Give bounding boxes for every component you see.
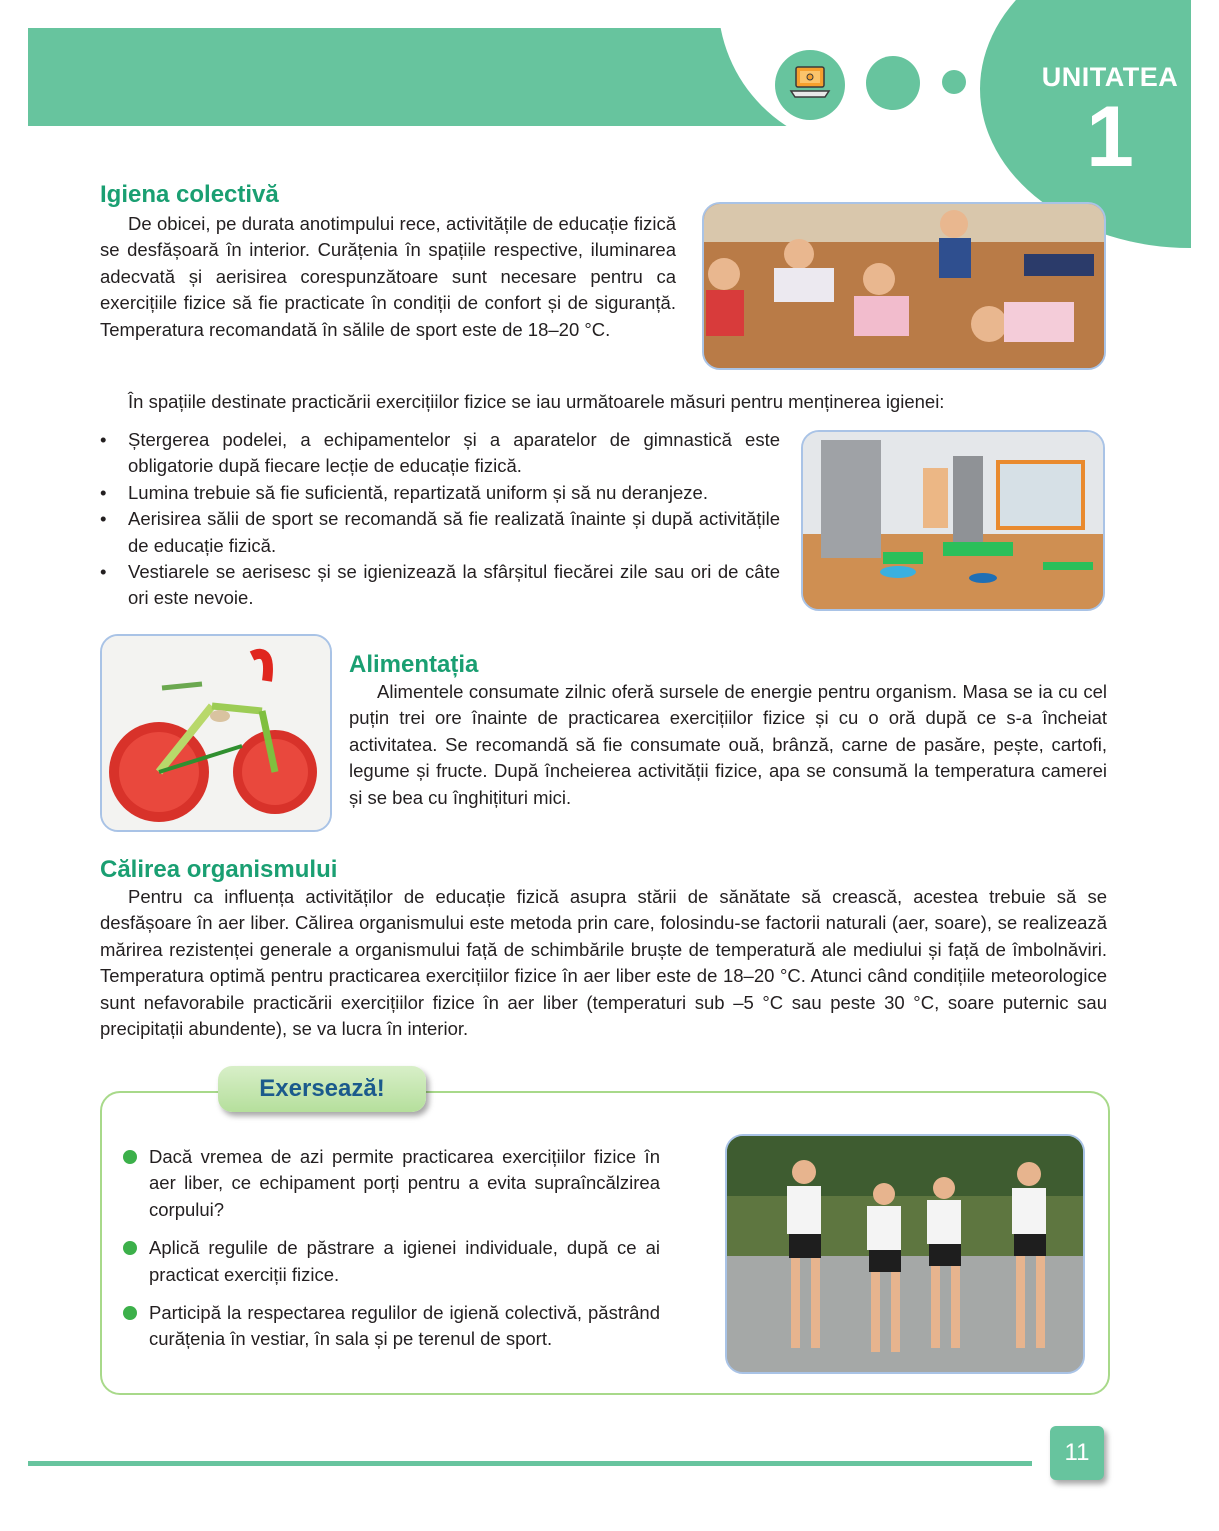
exercise-list (120, 1144, 660, 1365)
bullet-dot-icon (123, 1150, 137, 1164)
bullet-dot-icon (123, 1241, 137, 1255)
hygiene-measures-list (100, 427, 780, 612)
photo-gym-hall (801, 430, 1105, 611)
bullet-dot-icon (123, 1306, 137, 1320)
exercise-tab (218, 1066, 426, 1112)
decorative-dot (942, 70, 966, 94)
photo-vegetable-bicycle (100, 634, 332, 832)
photo-children-stretching (702, 202, 1106, 370)
exercise-item-text: Dacă vremea de azi permite practicarea exercițiilor fizice în aer liber, ce echipament porți pentru a evita supraîncălzirea corpului? (149, 1146, 660, 1220)
measures-intro: În spațiile destinate practicării exercițiilor fizice se iau următoarele măsuri pentru menținerea igienei: (128, 391, 945, 412)
unit-label: UNITATEA (1041, 62, 1179, 92)
page-number-box (1050, 1426, 1104, 1480)
section-title-igiena: Igiena colectivă (100, 181, 279, 208)
unit-number: 1 (1086, 89, 1134, 185)
exercise-item (120, 1300, 660, 1353)
exercise-item-text: Aplică regulile de păstrare a igienei individuale, după ce ai practicat exerciții fizice. (149, 1237, 660, 1285)
list-item: • Lumina trebuie să fie suficientă, repartizată uniform și să nu deranjeze. (100, 480, 780, 506)
exercise-item (120, 1144, 660, 1223)
photo-girls-exercising (725, 1134, 1085, 1374)
decorative-dot (866, 56, 920, 110)
section-title-alimentatia: Alimentația (349, 651, 479, 678)
paragraph-calirea: Pentru ca influența activităților de educație fizică asupra stării de sănătate să crească, acestea trebuie să se desfășoare în aer liber. Călirea organismului este metoda prin care, folosindu-se factorii naturali (aer, soare), se realizează mărirea rezistenței generale a organismului față de schimbările bruște de temperatură ale mediului și față de îmbolnăviri. Temperatura optimă pentru practicarea exercițiilor fizice în aer liber este de 18–20 °C. Atunci când condițiile meteorologice sunt nefavorabile practicării exercițiilor fizice în aer liber (temperaturi sub –5 °C sau peste 30 °C, soare puternic sau precipitații abundente), se va lucra în interior. (100, 886, 1107, 1040)
page-margin (1191, 0, 1219, 260)
list-item: • Aerisirea sălii de sport se recomandă să fie realizată înainte și după activitățile de educație fizică. (100, 506, 780, 559)
exercise-item (120, 1235, 660, 1288)
exercise-tab-label: Exersează! (259, 1075, 385, 1102)
paragraph-alimentatia: Alimentele consumate zilnic oferă sursele de energie pentru organism. Masa se ia cu cel puțin trei ore înainte de practicarea exercițiilor fizice și cu o oră după ce s-a încheiat activitatea. Se recomandă să fie consumate ouă, brânză, carne de pasăre, pește, cartofi, legume și fructe. După încheierea activității fizice, apa se consumă la temperatura camerei și se bea cu înghițituri mici. (349, 681, 1107, 808)
list-item: • Ștergerea podelei, a echipamentelor și a aparatelor de gimnastică este obligatorie după fiecare lecție de educație fizică. (100, 427, 780, 480)
list-item: • Vestiarele se aerisesc și se igienizează la sfârșitul fiecărei zile sau ori de câte ori este nevoie. (100, 559, 780, 612)
footer-line (28, 1461, 1032, 1466)
paragraph-igiena: De obicei, pe durata anotimpului rece, activitățile de educație fizică se desfășoară în interior. Curățenia în spațiile respective, iluminarea adecvată și aerisirea corespunzătoare sunt necesare pentru ca exercițiile fizice să fie practicate în condiții de confort și de siguranță. Temperatura recomandată în sălile de sport este de 18–20 °C. (100, 213, 676, 340)
page-number: 11 (1064, 1439, 1090, 1466)
section-title-calirea: Călirea organismului (100, 856, 338, 883)
exercise-item-text: Participă la respectarea regulilor de igienă colectivă, păstrând curățenia în vestiar, în sala și pe terenul de sport. (149, 1302, 660, 1350)
laptop-icon (775, 50, 845, 120)
